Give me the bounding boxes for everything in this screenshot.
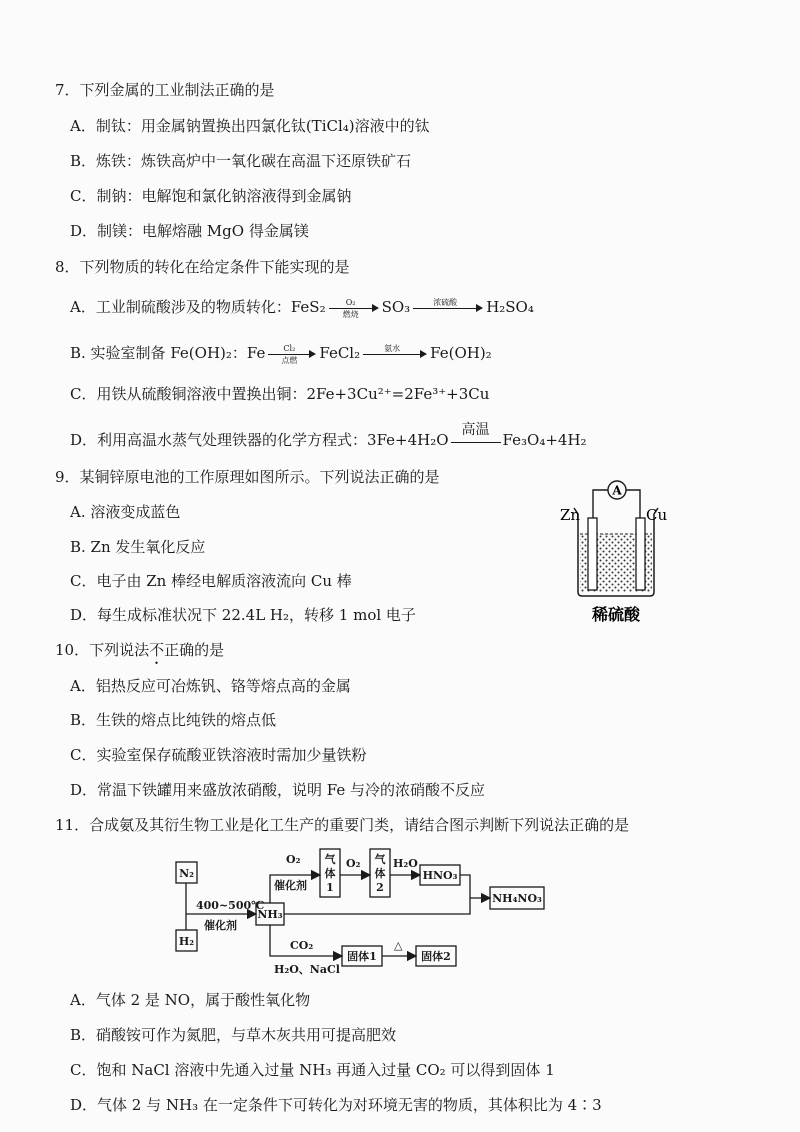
q8b-arrow2-top: 氨水 xyxy=(384,344,401,353)
q7-option-b: B．炼铁：炼铁高炉中一氧化碳在高温下还原铁矿石 xyxy=(70,152,412,170)
q8-option-c: C．用铁从硫酸铜溶液中置换出铜：2Fe+3Cu²⁺=2Fe³⁺+3Cu xyxy=(70,385,490,403)
zn-electrode xyxy=(588,518,597,590)
nh3-label: NH₃ xyxy=(257,908,283,921)
q8-option-d xyxy=(70,422,587,451)
q9-option-c: C．电子由 Zn 棒经电解质溶液流向 Cu 棒 xyxy=(70,572,352,590)
zn-label: Zn xyxy=(560,506,581,524)
equals-bar-icon xyxy=(451,422,501,451)
q10-stem xyxy=(55,640,224,668)
catalyst1-label: 催化剂 xyxy=(204,919,237,932)
q11-stem: 11．合成氨及其衍生物工业是化工生产的重要门类，请结合图示判断下列说法正确的是 xyxy=(55,816,630,834)
o2-2-label: O₂ xyxy=(346,857,361,870)
q10-stem-suffix: 正确的是 xyxy=(164,641,225,659)
gas2-line1: 气 xyxy=(374,853,386,866)
gas1-line1: 气 xyxy=(324,853,336,866)
q7-option-c: C．制钠：电解饱和氯化钠溶液得到金属钠 xyxy=(70,187,352,205)
q8a-mid: SO₃ xyxy=(381,298,411,316)
q8a-arrow1-bottom: 燃烧 xyxy=(342,310,359,319)
gas1-line2: 体 xyxy=(324,867,336,880)
q8-stem: 8．下列物质的转化在给定条件下能实现的是 xyxy=(55,258,350,276)
q7-option-d: D．制镁：电解熔融 MgO 得金属镁 xyxy=(70,222,309,240)
cu-electrode xyxy=(636,518,645,590)
q8a-prefix: A．工业制硫酸涉及的物质转化：FeS₂ xyxy=(70,298,326,316)
q8-option-a xyxy=(70,297,534,318)
ammeter-label: A xyxy=(612,483,622,498)
q11-option-c: C．饱和 NaCl 溶液中先通入过量 NH₃ 再通入过量 CO₂ 可以得到固体 1 xyxy=(70,1061,555,1079)
ammeter-icon xyxy=(608,481,626,499)
q8b-prefix: B. 实验室制备 Fe(OH)₂：Fe xyxy=(70,344,266,362)
q7-option-a: A．制钛：用金属钠置换出四氯化钛(TiCl₄)溶液中的钛 xyxy=(70,117,430,135)
galvanic-cell-diagram xyxy=(560,478,670,628)
q8a-arrow1-top: O₂ xyxy=(345,298,356,307)
q11-option-d: D．气体 2 与 NH₃ 在一定条件下可转化为对环境无害的物质，其体积比为 4∶3 xyxy=(70,1096,602,1114)
q9-option-b: B. Zn 发生氧化反应 xyxy=(70,538,206,556)
q10-option-d: D．常温下铁罐用来盛放浓硝酸，说明 Fe 与冷的浓硝酸不反应 xyxy=(70,781,486,799)
q8-option-b xyxy=(70,343,492,364)
q8a-arrow2-top: 浓硫酸 xyxy=(433,298,458,307)
ammonia-process-diagram xyxy=(170,845,560,980)
q10-option-a: A．铝热反应可冶炼钒、铬等熔点高的金属 xyxy=(70,677,351,695)
q8b-end: Fe(OH)₂ xyxy=(430,344,492,362)
reaction-arrow-icon xyxy=(363,344,427,364)
q7-stem: 7．下列金属的工业制法正确的是 xyxy=(55,81,275,99)
nh4no3-label: NH₄NO₃ xyxy=(492,892,542,905)
gas2-line3: 2 xyxy=(376,881,384,894)
q8d-end: Fe₃O₄+4H₂ xyxy=(502,431,587,449)
q8b-arrow1-bottom: 点燃 xyxy=(281,356,298,365)
q10-option-c: C．实验室保存硫酸亚铁溶液时需加少量铁粉 xyxy=(70,746,367,764)
n2-label: N₂ xyxy=(179,867,194,880)
hno3-label: HNO₃ xyxy=(422,869,458,882)
q9-stem: 9．某铜锌原电池的工作原理如图所示。下列说法正确的是 xyxy=(55,468,440,486)
temp-label: 400~500℃ xyxy=(196,899,265,912)
catalyst2-label: 催化剂 xyxy=(274,879,307,892)
q8d-prefix: D．利用高温水蒸气处理铁器的化学方程式：3Fe+4H₂O xyxy=(70,431,449,449)
gas1-line3: 1 xyxy=(326,881,334,894)
q8b-arrow1-top: Cl₂ xyxy=(283,344,296,353)
gas2-line2: 体 xyxy=(374,867,386,880)
h2-label: H₂ xyxy=(178,935,195,948)
solid1-label: 固体1 xyxy=(347,950,377,963)
q11-option-a: A．气体 2 是 NO，属于酸性氧化物 xyxy=(70,991,311,1009)
h2o-label: H₂O xyxy=(393,857,418,870)
q11-option-b: B．硝酸铵可作为氮肥，与草木灰共用可提高肥效 xyxy=(70,1026,397,1044)
o2-1-label: O₂ xyxy=(286,853,301,866)
reaction-arrow-icon xyxy=(329,298,379,318)
q10-stem-emphasis: 不 xyxy=(149,641,165,659)
right-wire xyxy=(626,490,640,520)
solid2-label: 固体2 xyxy=(421,950,451,963)
solution-label: 稀硫酸 xyxy=(591,605,641,624)
co2-label: CO₂ xyxy=(290,939,314,952)
left-wire xyxy=(593,490,608,520)
q8a-end: H₂SO₄ xyxy=(486,298,534,316)
q8b-mid: FeCl₂ xyxy=(319,344,361,362)
reaction-arrow-icon xyxy=(413,298,483,318)
heat-icon: △ xyxy=(394,939,403,952)
cu-label: Cu xyxy=(646,506,668,524)
q9-option-d: D．每生成标准状况下 22.4L H₂，转移 1 mol 电子 xyxy=(70,606,416,624)
reaction-arrow-icon xyxy=(268,344,316,364)
q10-stem-prefix: 10．下列说法 xyxy=(55,641,150,659)
q9-option-a: A. 溶液变成蓝色 xyxy=(70,503,181,521)
q8d-condition: 高温 xyxy=(461,422,490,438)
q10-option-b: B．生铁的熔点比纯铁的熔点低 xyxy=(70,711,277,729)
h2o-nacl-label: H₂O、NaCl xyxy=(274,963,340,976)
